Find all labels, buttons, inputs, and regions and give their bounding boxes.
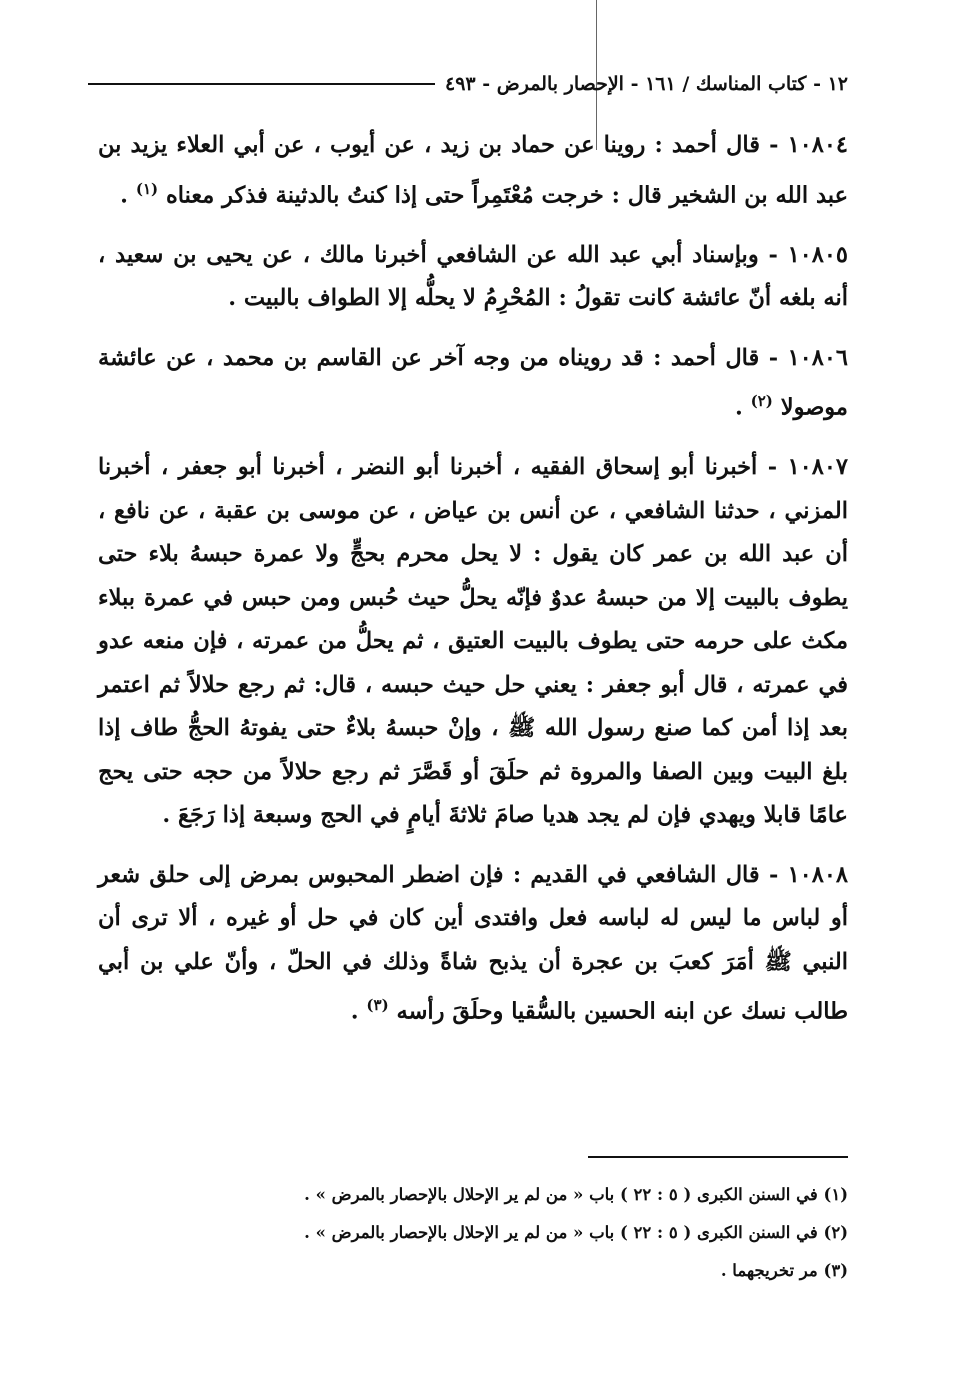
paragraph-text: ١٠٨٠٤ - قال أحمد : روينا عن حماد بن زيد ، عن أيوب ، عن أبي العلاء يزيد بن عبد الله بن الشخير قال : خرجت مُعْتَمِراً حتى إذا كنتُ بالدثينة فذكر معناه xyxy=(98,132,848,208)
paragraph-text: ١٠٨٠٨ - قال الشافعي في القديم : فإن اضطر المحبوس بمرض إلى حلق شعر أو لباس ما ليس له لباسه فعل وافتدى أين كان في حل أو غيره ، ألا ترى أن النبي ﷺ أمَرَ كعبَ بن عجرة أن يذبح شاةً وذلك في الحلّ ، وأنّ علي بن أبي طالب نسك عن ابنه الحسين بالسُّقيا وحلَقَ رأسه xyxy=(98,861,848,1025)
paragraph-10805 xyxy=(98,234,848,321)
paragraph-end: . xyxy=(734,394,751,421)
paragraph-end: . xyxy=(350,998,367,1025)
footnote-marker: (٢) xyxy=(750,392,773,410)
paragraph-text: ١٠٨٠٦ - قال أحمد : قد رويناه من وجه آخر عن القاسم بن محمد ، عن عائشة موصولا xyxy=(98,344,848,421)
footnote-marker: (٣) xyxy=(366,996,389,1014)
paragraph-10806 xyxy=(98,337,848,431)
footnote-marker: (١) xyxy=(135,179,159,198)
paragraph-end: . xyxy=(120,182,136,208)
paragraph-10807 xyxy=(98,446,848,838)
footnote-3: (٣) مر تخريجهما . xyxy=(720,1261,848,1280)
paragraph-text: ١٠٨٠٧ - أخبرنا أبو إسحاق الفقيه ، أخبرنا أبو النضر ، أخبرنا أبو جعفر ، أخبرنا المزني ، حدثنا الشافعي ، عن أنس بن عياض ، عن موسى بن عقبة ، عن نافع ، أن عبد الله بن عمر كان يقول : لا يحل محرم بحجٍّ ولا عمرة حبسهُ بلاء حتى يطوف بالبيت إلا من حبسهُ عدوٌ فإنّه يحلُّ حيث حُبس ومن حبس في عمرة ببلاء مكث على حرمه حتى يطوف بالبيت العتيق ، ثم يحلُّ من عمرته ، فإن منعه عدو في عمرته ، قال أبو جعفر : يعني حل حيث حبسه ، قال: ثم رجع حلالاً ثم اعتمر بعد إذا أمن كما صنع رسول الله ﷺ ، وإنْ حبسهُ بلاءٌ حتى يفوتهُ الحجُّ طاف إذا بلغ البيت وبين الصفا والمروة ثم حلَقَ أو قَصَّرَ ثم رجع حلالاً من حجه حتى يحج عامًا قابلا ويهدي فإن لم يجد هديا صامَ ثلاثةَ أيامٍ في الحج وسبعة إذا رَجَعَ . xyxy=(98,454,848,828)
header-text: ١٢ - كتاب المناسك / ١٦١ - الإحصار بالمرض - ٤٩٣ xyxy=(445,73,848,95)
footnote-2: (٢) في السنن الكبرى ( ٥ : ٢٢ ) باب « من لم ير الإحلال بالإحصار بالمرض » . xyxy=(304,1223,848,1242)
paragraph-10804 xyxy=(98,124,848,218)
main-text xyxy=(98,124,848,1050)
paragraph-text: ١٠٨٠٥ - وبإسناد أبي عبد الله عن الشافعي أخبرنا مالك ، عن يحيى بن سعيد ، أنه بلغه أنّ عائشة كانت تقولُ : المُحْرِمُ لا يحلُّه إلا الطواف بالبيت . xyxy=(98,241,848,311)
footnotes-separator xyxy=(588,1156,848,1158)
paragraph-10808 xyxy=(98,854,848,1035)
footnotes xyxy=(98,1176,848,1290)
running-header xyxy=(88,64,848,104)
footnote-1: (١) في السنن الكبرى ( ٥ : ٢٢ ) باب « من لم ير الإحلال بالإحصار بالمرض » . xyxy=(304,1185,848,1204)
header-rule xyxy=(88,83,435,85)
